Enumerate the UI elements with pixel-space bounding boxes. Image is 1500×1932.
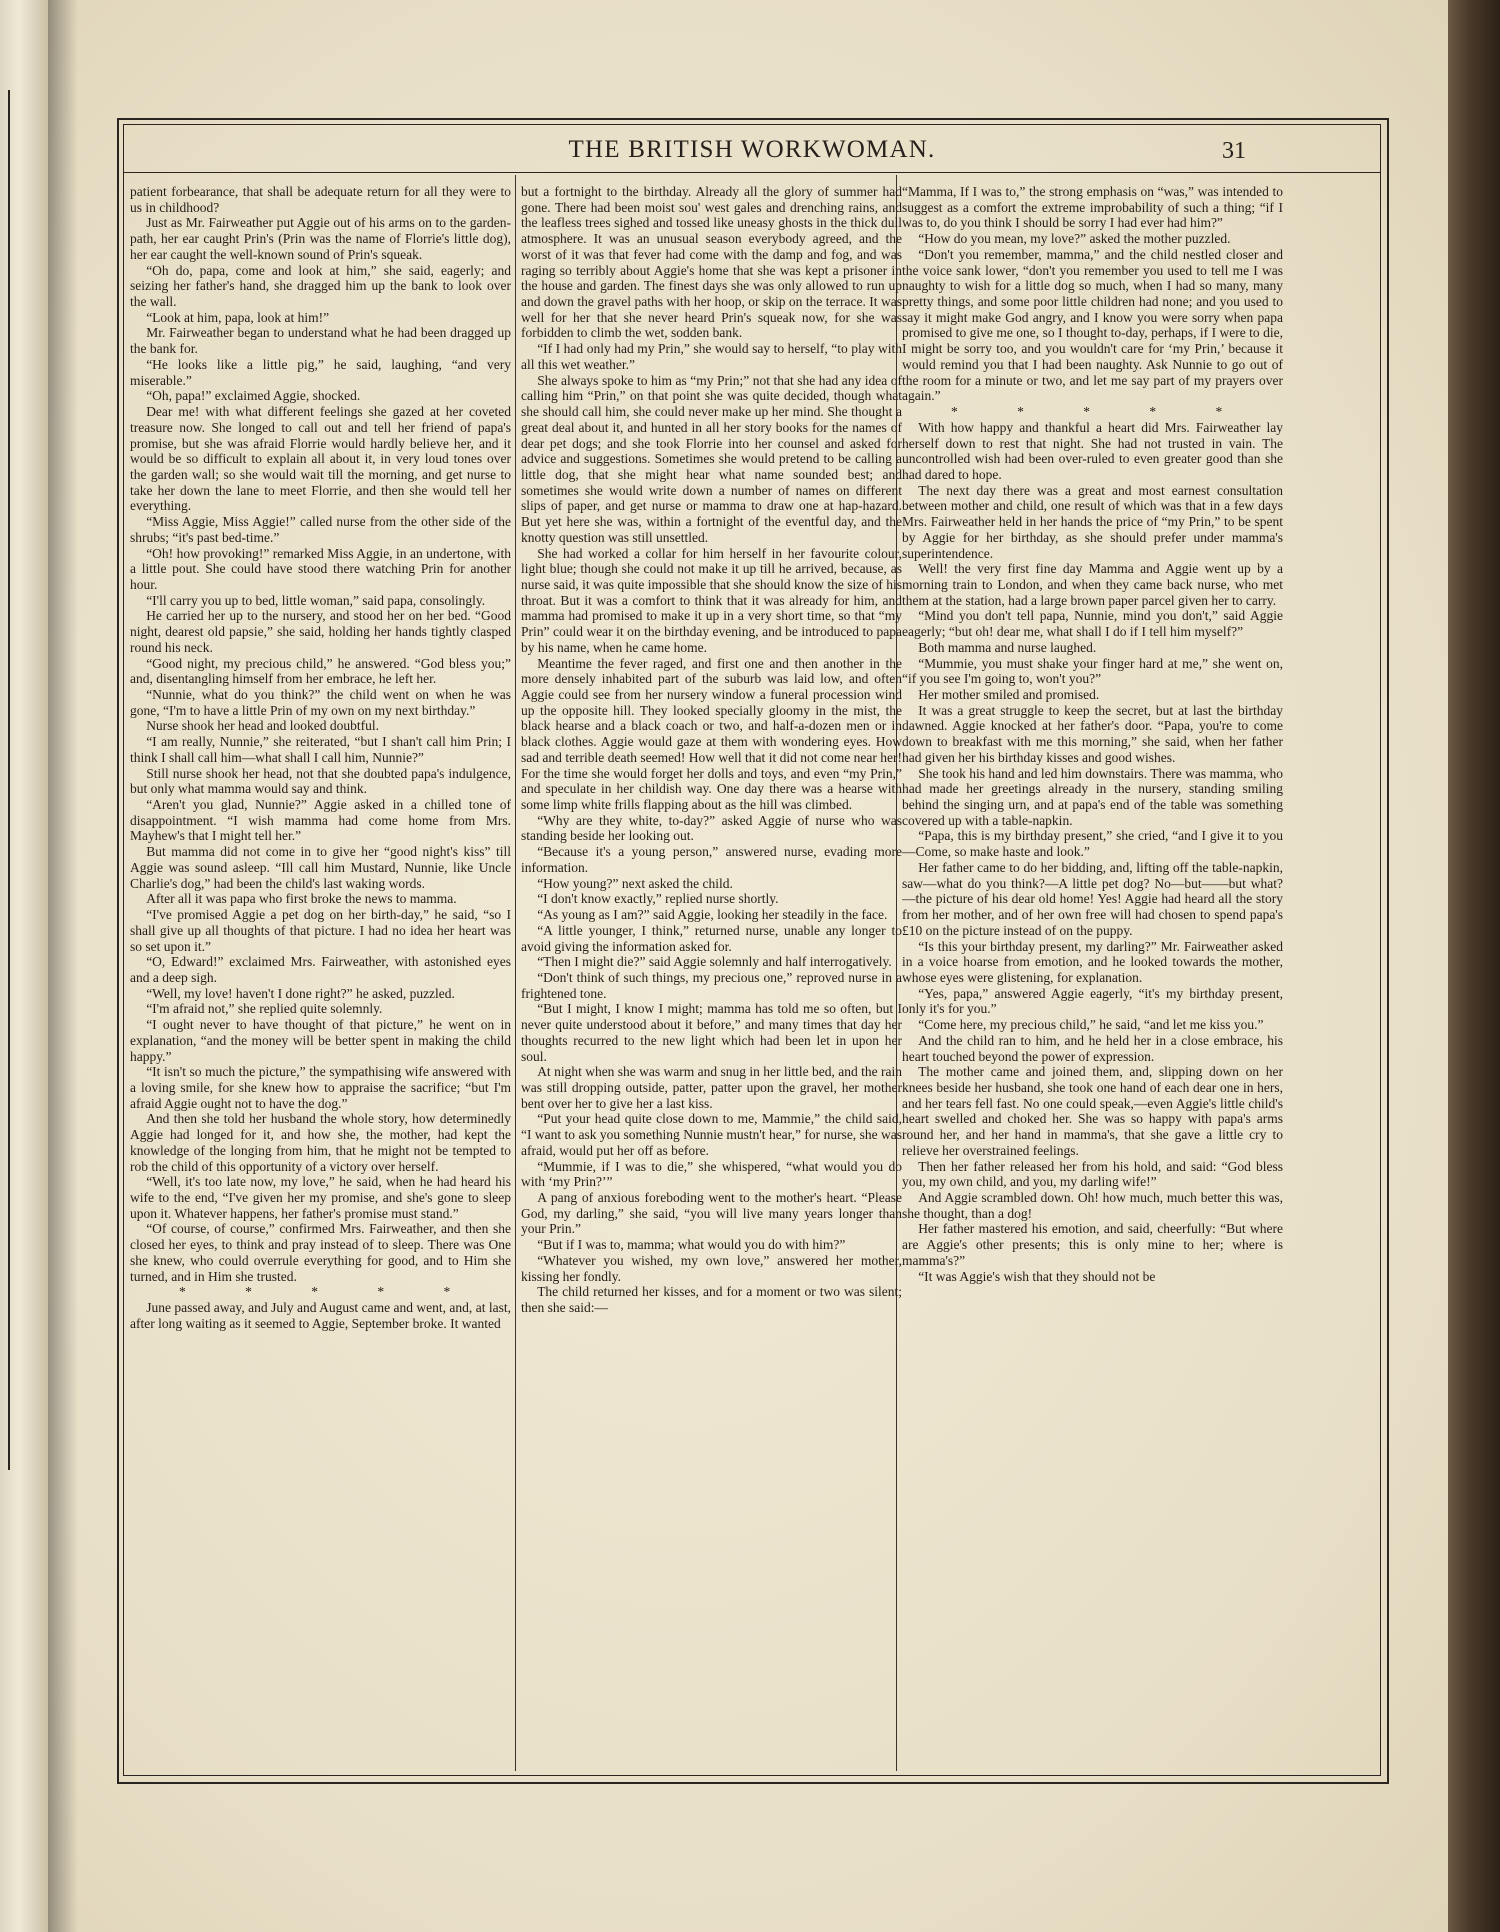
paragraph: Still nurse shook her head, not that she doubted papa's indulgence, but only what mamma would say and think. (130, 765, 511, 797)
paragraph: “Oh! how provoking!” remarked Miss Aggie, in an undertone, with a little pout. She could have stood there watching Prin for another hour. (130, 545, 511, 592)
paragraph: Her father came to do her bidding, and, lifting off the table-napkin, saw—what do you think?—A little pet dog? No—but——but what?—the picture of his dear old home! Yes! Aggie had heard all the story from her mother, and of her own free will had chosen to spend papa's £10 on the picture instead of on the puppy. (902, 859, 1283, 938)
paragraph: A pang of anxious foreboding went to the mother's heart. “Please God, my darling,” she said, “you will live many years longer than your Prin.” (521, 1190, 902, 1237)
paragraph: Just as Mr. Fairweather put Aggie out of his arms on to the garden-path, her ear caught Prin's (Prin was the name of Florrie's little dog), her ear caught the well-known sound of Prin's squeak. (130, 215, 511, 262)
paragraph: “Mamma, If I was to,” the strong emphasis on “was,” was intended to suggest as a comfort the extreme improbability of such a thing; “if I was to, do you think I should be sorry I had ever had him?” (902, 184, 1283, 231)
paragraph: “I ought never to have thought of that picture,” he went on in explanation, “and the money will be better spent in making the child happy.” (130, 1017, 511, 1064)
paragraph: “He looks like a little pig,” he said, laughing, “and very miserable.” (130, 356, 511, 388)
paragraph: “Aren't you glad, Nunnie?” Aggie asked in a chilled tone of disappointment. “I wish mamma had come home from Mrs. Mayhew's that I might tell her.” (130, 797, 511, 844)
paragraph: “But if I was to, mamma; what would you do with him?” (537, 1237, 846, 1253)
section-break-stars: * * * * * (950, 404, 1251, 420)
paragraph: “Don't think of such things, my precious one,” reproved nurse in a frightened tone. (521, 969, 902, 1001)
paragraph: but a fortnight to the birthday. Already all the glory of summer had gone. There had been moist sou' west gales and drenching rains, and the leafless trees sighed and tossed like uneasy ghosts in the thick dull atmosphere. It was an unusual season everybody agreed, and the worst of it was that fever had come with the damp and fog, and was raging so terribly about Aggie's home that she was kept a prisoner in the house and garden. The finest days she was only allowed to run up and down the gravel paths with her hoop, or skip on the terrace. It was well for her that she never heard Prin's squeak now, for she was forbidden to climb the wet, sodden bank. (521, 184, 902, 341)
text-column-2 (521, 184, 902, 1769)
paragraph: June passed away, and July and August came and went, and, at last, after long waiting as it seemed to Aggie, September broke. It wanted (130, 1300, 511, 1331)
paragraph: Then her father released her from his hold, and said: “God bless you, my own child, and you, my darling wife!” (902, 1158, 1283, 1190)
gutter-shadow (48, 0, 78, 1932)
paragraph: With how happy and thankful a heart did Mrs. Fairweather lay herself down to rest that night. She had not trusted in vain. The uncontrolled wish had been over-ruled to even greater good than she had dared to hope. (902, 419, 1283, 482)
paragraph: “Good night, my precious child,” he answered. “God bless you;” and, disentangling himself from her embrace, he left her. (130, 655, 511, 687)
text-column-1 (130, 184, 511, 1769)
paragraph: But mamma did not come in to give her “good night's kiss” till Aggie was sound asleep. “Ill call him Mustard, Nunnie, like Uncle Charlie's dog,” had been the child's last waking words. (130, 844, 511, 891)
paragraph: And then she told her husband the whole story, how determinedly Aggie had longed for it, and how she, the mother, had kept the knowledge of the longing from him, that he might not be tempted to rob the child of this opportunity of a victory over herself. (130, 1111, 511, 1174)
paragraph: “Because it's a young person,” answered nurse, evading more information. (521, 844, 902, 875)
paragraph: “Mummie, you must shake your finger hard at me,” she went on, “if you see I'm going to, won't you?” (902, 655, 1283, 687)
paragraph: Dear me! with what different feelings she gazed at her coveted treasure now. She longed to call out and tell her friend of papa's promise, but she was afraid Florrie would hardly believe her, and it would be so difficult to explain all about it, in very loud tones over the garden wall; so she would wait till the morning, and get nurse to take her down the lane to meet Florrie, and then she would tell her everything. (130, 404, 511, 514)
paragraph: Mr. Fairweather began to understand what he had been dragged up the bank for. (130, 325, 511, 357)
paragraph: Her father mastered his emotion, and said, cheerfully: “But where are Aggie's other presents; this is only mine to her; where is mamma's?” (902, 1221, 1283, 1268)
paragraph: He carried her up to the nursery, and stood her on her bed. “Good night, dearest old papsie,” she said, holding her hands tightly clasped round his neck. (130, 608, 511, 655)
paragraph: “Oh do, papa, come and look at him,” she said, eagerly; and seizing her father's hand, she dragged him up the bank to look over the wall. (130, 262, 511, 310)
column-divider-1 (515, 175, 516, 1771)
paragraph: Nurse shook her head and looked doubtful. (146, 718, 380, 734)
previous-page-border-rule (8, 90, 10, 1470)
paragraph: “Yes, papa,” answered Aggie eagerly, “it's my birthday present, only it's for you.” (902, 985, 1283, 1017)
paragraph: “Put your head quite close down to me, Mammie,” the child said, “I want to ask you something Nunnie mustn't hear,” for nurse, she was afraid, would put her off as before. (521, 1111, 902, 1158)
paragraph: It was a great struggle to keep the secret, but at last the birthday dawned. Aggie knocked at her father's door. “Papa, you're to come down to breakfast with me this morning,” she said, when her father had given her his birthday kisses and good wishes. (902, 702, 1283, 765)
paragraph: “I don't know exactly,” replied nurse shortly. (537, 891, 779, 907)
section-break-stars: * * * * * (178, 1284, 479, 1300)
paragraph: “Don't you remember, mamma,” and the child nestled closer and the voice sank lower, “don't you remember you used to tell me I was naughty to wish for a little dog so much, when I had so many, many pretty things, and some poor little children had none; and you used to say it might make God angry, and I know you were sorry when papa promised to give me one, so I thought to-day, perhaps, if I were to die, I might be sorry too, and you wouldn't care for ‘my Prin,’ because it would remind you that I had been naughty. Ask Nunnie to go out of the room for a minute or two, and let me say part of my prayers over again.” (902, 246, 1283, 404)
paragraph: After all it was papa who first broke the news to mamma. (146, 891, 457, 907)
paragraph: “How do you mean, my love?” asked the mother puzzled. (918, 231, 1231, 247)
paragraph: “If I had only had my Prin,” she would say to herself, “to play with all this wet weather.” (521, 341, 902, 372)
paragraph: “Why are they white, to-day?” asked Aggie of nurse who was standing beside her looking out. (521, 812, 902, 844)
paragraph: The next day there was a great and most earnest consultation between mother and child, one result of which was that in a few days Mrs. Fairweather held in her hands the price of “my Prin,” to be spent by Aggie for her birthday, as she should prefer under mamma's superintendence. (902, 482, 1283, 561)
paragraph: “Whatever you wished, my own love,” answered her mother, kissing her fondly. (521, 1252, 902, 1284)
paragraph: Her mother smiled and promised. (918, 687, 1100, 702)
paragraph: “I am really, Nunnie,” she reiterated, “but I shan't call him Prin; I think I shall call him—what shall I call him, Nunnie?” (130, 734, 511, 765)
running-header-title: THE BRITISH WORKWOMAN. (568, 136, 936, 163)
paragraph: “A little younger, I think,” returned nurse, unable any longer to avoid giving the information asked for. (521, 922, 902, 954)
paragraph: Meantime the fever raged, and first one and then another in the more densely inhabited part of the suburb was laid low, and often Aggie could see from her nursery window a funeral procession wind up the opposite hill. They looked specially gloomy in the mist, the black hearse and a black coach or two, and half-a-dozen men or in black clothes. Aggie would gaze at them with wondering eyes. How sad and terrible death seemed! How well that it did not come near her! For the time she would forget her dolls and toys, and even “my Prin,” and speculate in her childish way. One day there was a hearse with some limp white frills flapping about as the hill was climbed. (521, 655, 902, 813)
paragraph: “Then I might die?” said Aggie solemnly and half interrogatively. (537, 954, 892, 970)
paragraph: She took his hand and led him downstairs. There was mamma, who had made her greetings already in the nursery, standing smiling behind the singing urn, and at papa's end of the table was something covered up with a table-napkin. (902, 765, 1283, 828)
paragraph: “It isn't so much the picture,” the sympathising wife answered with a loving smile, for she knew how to appraise the sacrifice; “but I'm afraid Aggie ought not to have the dog.” (130, 1064, 511, 1111)
paragraph: “But I might, I know I might; mamma has told me so often, but I never quite understood about it before,” and many times that day her thoughts recurred to the new light which had been let in upon her soul. (521, 1001, 902, 1064)
paragraph: “Of course, of course,” confirmed Mrs. Fairweather, and then she closed her eyes, to think and pray instead of to sleep. There was One she knew, who could overrule everything for good, and to Him she turned, and in Him she trusted. (130, 1221, 511, 1284)
paragraph: “I've promised Aggie a pet dog on her birth-day,” he said, “so I shall give up all thoughts of that picture. I had no idea her heart was so set upon it.” (130, 907, 511, 954)
paragraph: “How young?” next asked the child. (537, 875, 733, 891)
paragraph: “Look at him, papa, look at him!” (146, 309, 330, 325)
paragraph: Both mamma and nurse laughed. (918, 639, 1097, 655)
paragraph: “It was Aggie's wish that they should not be (918, 1268, 1156, 1284)
page-number: 31 (1222, 138, 1246, 164)
paragraph: “Well, it's too late now, my love,” he said, when he had heard his wife to the end, “I've given her my promise, and she's gone to sleep upon it. Whatever happens, her father's promise must stand.” (130, 1174, 511, 1221)
paragraph: “I'll carry you up to bed, little woman,” said papa, consolingly. (146, 592, 486, 608)
paragraph: And the child ran to him, and he held her in a close embrace, his heart touched beyond the power of expression. (902, 1032, 1283, 1064)
paragraph: “O, Edward!” exclaimed Mrs. Fairweather, with astonished eyes and a deep sigh. (130, 954, 511, 985)
book-binding-edge (1448, 0, 1500, 1932)
paragraph: “Oh, papa!” exclaimed Aggie, shocked. (146, 388, 361, 404)
paragraph: The mother came and joined them, and, slipping down on her knees beside her husband, she took one hand of each dear one in hers, and her tears fell fast. No one could speak,—even Aggie's little child's heart swelled and choked her. She was so happy with papa's arms round her, and her hand in mamma's, that she gave a little cry to relieve her overstrained feelings. (902, 1064, 1283, 1158)
paragraph: “Well, my love! haven't I done right?” he asked, puzzled. (146, 985, 455, 1001)
paragraph: “Miss Aggie, Miss Aggie!” called nurse from the other side of the shrubs; “it's past bed-time.” (130, 514, 511, 545)
paragraph: “Come here, my precious child,” he said, “and let me kiss you.” (918, 1017, 1264, 1033)
paragraph: “Is this your birthday present, my darling?” Mr. Fairweather asked in a voice hoarse from emotion, and he looked towards the mother, whose eyes were glistening, for explanation. (902, 938, 1283, 985)
header-rule (123, 172, 1381, 173)
paragraph: “Mind you don't tell papa, Nunnie, mind you don't,” said Aggie eagerly; “but oh! dear me, what shall I do if I tell him myself?” (902, 608, 1283, 640)
paragraph: The child returned her kisses, and for a moment or two was silent; then she said:— (521, 1284, 902, 1316)
text-column-3 (902, 184, 1283, 1769)
paragraph: “Mummie, if I was to die,” she whispered, “what would you do with ‘my Prin?’” (521, 1158, 902, 1190)
paragraph: “Nunnie, what do you think?” the child went on when he was gone, “I'm to have a little Prin of my own on my next birthday.” (130, 687, 511, 718)
paragraph: “As young as I am?” said Aggie, looking her steadily in the face. (537, 907, 888, 923)
paragraph: And Aggie scrambled down. Oh! how much, much better this was, she thought, than a dog! (902, 1190, 1283, 1221)
paragraph: She always spoke to him as “my Prin;” not that she had any idea of calling him “Prin,” on that point she was quite decided, though what she should call him, she could never make up her mind. She thought a great deal about it, and hunted in all her story books for the names of dear pet dogs; and she took Florrie into her counsel and asked for advice and suggestions. Sometimes she would pretend to be calling a little dog, that she might hear what name sounded best; and sometimes she would write down a number of names on different slips of paper, and get nurse or mamma to draw one at hap-hazard. But yet here she was, within a fortnight of the eventful day, and the knotty question was still unsettled. (521, 372, 902, 545)
paragraph: “Papa, this is my birthday present,” she cried, “and I give it to you—Come, so make haste and look.” (902, 828, 1283, 860)
paragraph: At night when she was warm and snug in her little bed, and the rain was still dropping outside, patter, patter upon the gravel, her mother bent over her to give her a last kiss. (521, 1064, 902, 1111)
paragraph: Well! the very first fine day Mamma and Aggie went up by a morning train to London, and when they came back nurse, who met them at the station, had a large brown paper parcel given her to carry. (902, 561, 1283, 608)
paragraph: She had worked a collar for him herself in her favourite colour, light blue; though she could not make it up till he arrived, because, as nurse said, it was quite impossible that she should know the size of his throat. But it was a comfort to think that it was already for him, and mamma had promised to make it up in a very short time, so that “my Prin” could wear it on the birthday evening, and be introduced to papa by his name, when he came home. (521, 545, 902, 655)
paragraph: “I'm afraid not,” she replied quite solemnly. (146, 1001, 383, 1017)
paragraph: patient forbearance, that shall be adequate return for all they were to us in childhood? (130, 184, 511, 215)
